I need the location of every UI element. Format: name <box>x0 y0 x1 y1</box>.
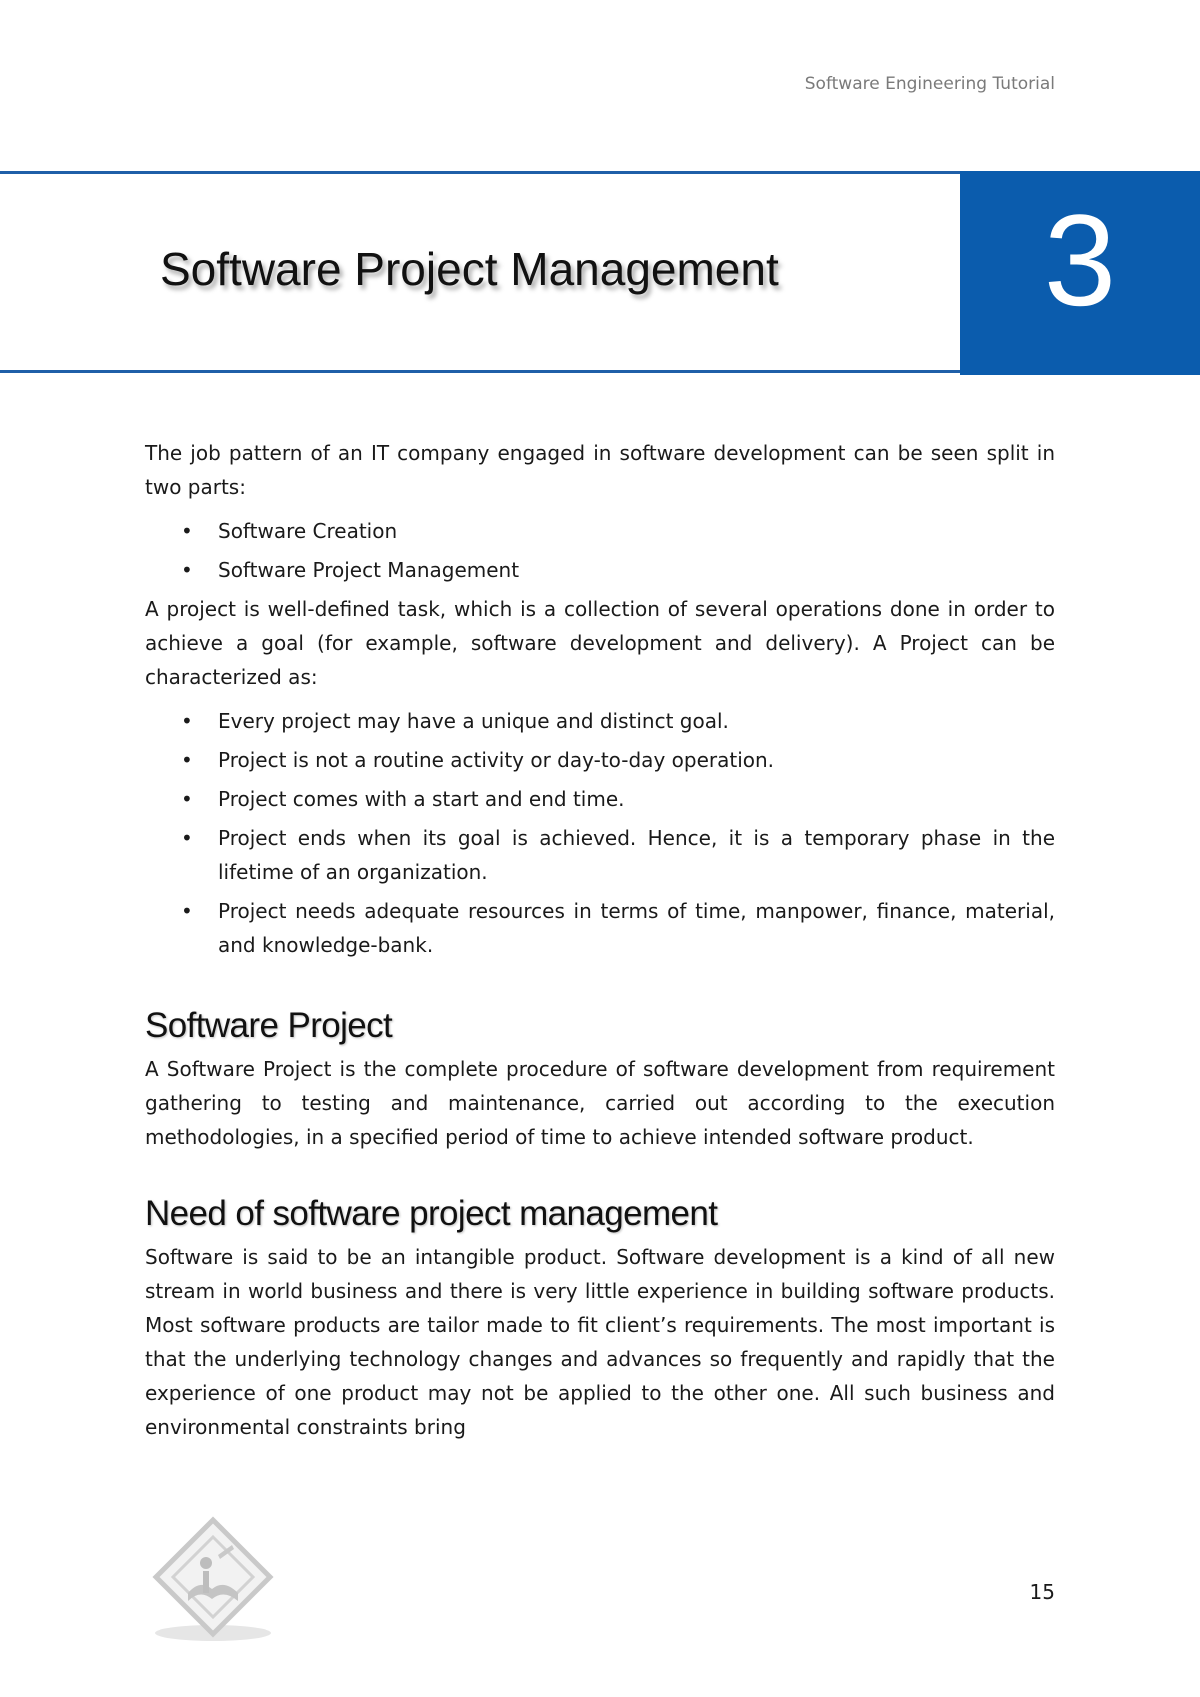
software-project-heading: Software Project <box>145 1006 393 1045</box>
list-item: • Project needs adequate resources in terms of time, manpower, finance, material, and knowledge-bank. <box>218 894 1055 962</box>
main-content <box>145 436 1055 1454</box>
intro-paragraph: The job pattern of an IT company engaged in software development can be seen split in two parts: <box>145 441 1055 499</box>
list-item: • Software Project Management <box>218 553 1055 587</box>
list-item: • Every project may have a unique and distinct goal. <box>218 704 1055 738</box>
need-paragraph: Software is said to be an intangible product. Software development is a kind of all new stream in world business and there is very little experience in building software products. Most software products are tailor made to fit client’s requirements. The most important is that the underlying technology changes and advances so frequently and rapidly that the experience of one product may not be applied to the other one. All such business and environmental constraints bring <box>145 1245 1055 1439</box>
chapter-title: Software Project Management <box>160 243 779 295</box>
tutorialspoint-logo-icon <box>148 1515 278 1645</box>
chapter-number-box <box>960 171 1200 375</box>
list-item: • Project is not a routine activity or day-to-day operation. <box>218 743 1055 777</box>
characteristics-list <box>145 704 1055 962</box>
page-number: 15 <box>1029 1580 1055 1604</box>
project-paragraph: A project is well-defined task, which is a collection of several operations done in order to achieve a goal (for example, software development and delivery). A Project can be characterized as: <box>145 597 1055 689</box>
running-header: Software Engineering Tutorial <box>804 74 1055 94</box>
list-item: • Project comes with a start and end time. <box>218 782 1055 816</box>
parts-list <box>145 514 1055 587</box>
list-item: • Project ends when its goal is achieved. Hence, it is a temporary phase in the lifetime of an organization. <box>218 821 1055 889</box>
list-item: • Software Creation <box>218 514 1055 548</box>
chapter-number: 3 <box>1043 187 1117 333</box>
need-heading: Need of software project management <box>145 1194 718 1233</box>
software-project-paragraph: A Software Project is the complete procedure of software development from requirement gathering to testing and maintenance, carried out according to the execution methodologies, in a specified period of time to achieve intended software product. <box>145 1057 1055 1149</box>
